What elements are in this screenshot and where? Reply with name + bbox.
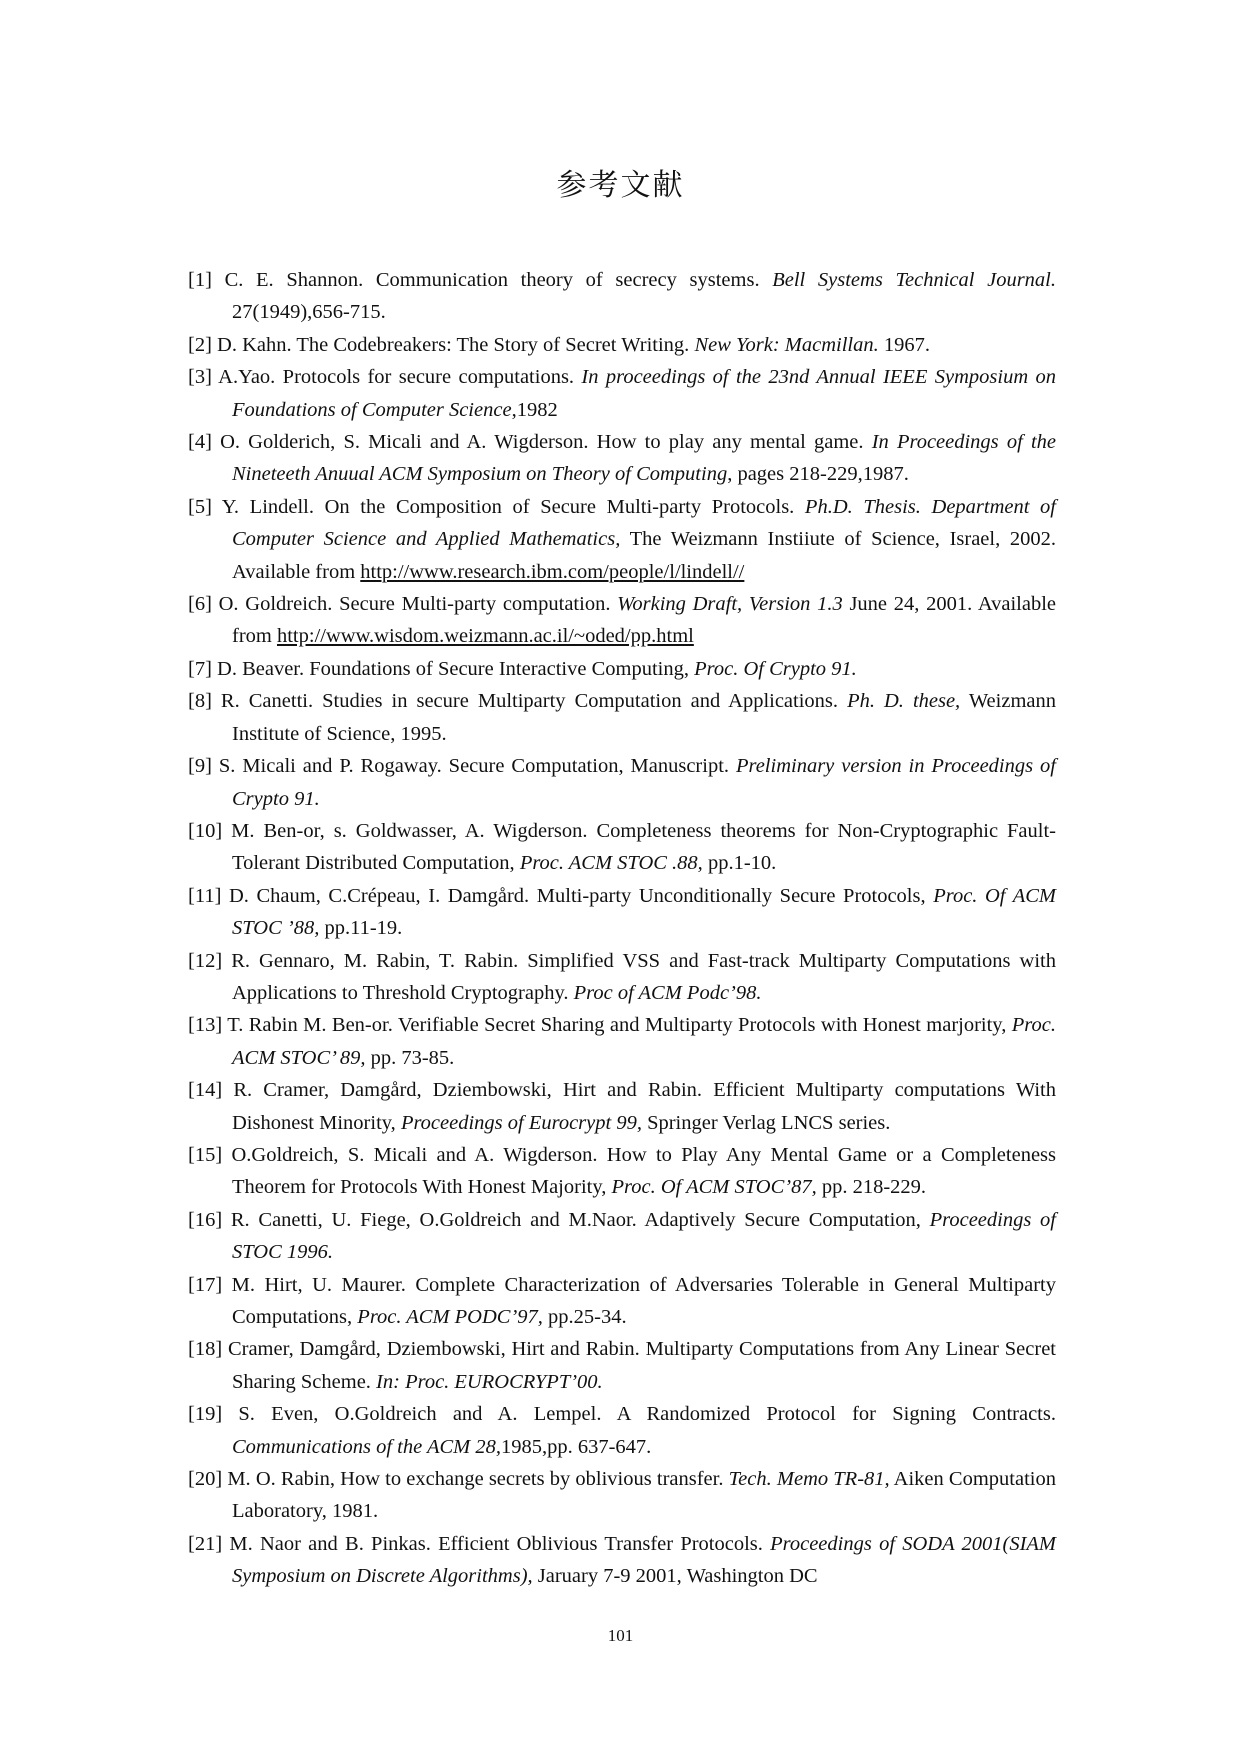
reference-details: 27(1949),656-715. (232, 301, 386, 324)
reference-text: M. Hirt, U. Maurer. Complete Characterization of Adversaries Tolerable in General Multiparty Computations, (222, 1273, 1056, 1328)
reference-item (188, 1139, 1056, 1204)
reference-number: [11] (188, 884, 222, 907)
reference-text: M. Ben-or, s. Goldwasser, A. Wigderson. Completeness theorems for Non-Cryptographic Fault-Tolerant Distributed Computation, (222, 819, 1056, 875)
reference-details: The Weizmann Instiiute of Science, Israel, 2002. Available from (232, 528, 1056, 583)
reference-item (188, 264, 1056, 329)
reference-text: R. Cramer, Damgård, Dziembowski, Hirt and Rabin. Efficient Multiparty computations With Dishonest Minority, (222, 1079, 1056, 1134)
reference-venue: Proc. ACM PODC’97, (357, 1306, 543, 1328)
reference-text: T. Rabin M. Ben-or. Verifiable Secret Sharing and Multiparty Protocols with Honest marjority, (222, 1014, 1012, 1037)
reference-text: R. Gennaro, M. Rabin, T. Rabin. Simplified VSS and Fast-track Multiparty Computations with Applications to Threshold Cryptography. (222, 949, 1056, 1004)
reference-text: Cramer, Damgård, Dziembowski, Hirt and Rabin. Multiparty Computations from Any Linear Secret Sharing Scheme. (222, 1338, 1056, 1393)
reference-text: D. Kahn. The Codebreakers: The Story of Secret Writing. (211, 333, 695, 356)
reference-number: [12] (188, 949, 223, 972)
reference-details: pp. 218-229. (816, 1176, 927, 1199)
page-number: 101 (607, 1626, 634, 1645)
reference-item (188, 1398, 1056, 1463)
reference-text: S. Even, O.Goldreich and A. Lempel. A Randomized Protocol for Signing Contracts. (222, 1403, 1056, 1426)
reference-text: A.Yao. Protocols for secure computations. (211, 366, 582, 389)
reference-details: Aiken Computation Laboratory, 1981. (232, 1468, 1056, 1523)
reference-number: [4] (188, 431, 212, 454)
reference-details: pp. 73-85. (365, 1046, 455, 1069)
reference-venue: Proc. Of ACM STOC ’88, (232, 884, 1056, 940)
reference-number: [13] (188, 1014, 223, 1037)
reference-text: C. E. Shannon. Communication theory of secrecy systems. (211, 269, 773, 291)
reference-text: R. Canetti. Studies in secure Multiparty Computation and Applications. (211, 690, 848, 713)
reference-venue: Ph. D. these, (847, 690, 961, 713)
reference-text: M. O. Rabin, How to exchange secrets by oblivious transfer. (222, 1468, 729, 1491)
reference-number: [6] (188, 593, 212, 616)
reference-number: [2] (188, 333, 212, 356)
reference-venue: In Proceedings of the Nineteeth Anuual ACM Symposium on Theory of Computing (232, 431, 1057, 486)
reference-venue: Proc. ACM STOC .88, (519, 852, 703, 875)
reference-item (188, 1333, 1056, 1398)
reference-text: M. Naor and B. Pinkas. Efficient Oblivious Transfer Protocols. (222, 1532, 771, 1555)
page-title: 参考文献 (556, 168, 685, 203)
reference-text: R. Canetti, U. Fiege, O.Goldreich and M.Naor. Adaptively Secure Computation, (222, 1208, 930, 1231)
reference-details: pp.1-10. (702, 852, 777, 875)
reference-details: Jaruary 7-9 2001, Washington DC (532, 1565, 818, 1588)
reference-number: [21] (188, 1532, 223, 1555)
reference-link[interactable]: http://www.wisdom.weizmann.ac.il/~oded/pp.html (276, 625, 694, 648)
reference-item (188, 880, 1056, 945)
reference-details: pp.25-34. (542, 1306, 627, 1328)
reference-venue: In: Proc. EUROCRYPT’00. (376, 1370, 603, 1393)
reference-number: [1] (188, 269, 212, 291)
reference-number: [9] (188, 755, 212, 778)
reference-item (188, 1528, 1056, 1593)
reference-number: [5] (188, 495, 212, 518)
reference-details: June 24, 2001. Available from (232, 593, 1056, 648)
reference-venue: Proceedings of Eurocrypt 99, (400, 1111, 642, 1134)
reference-item (188, 653, 1056, 685)
reference-number: [20] (188, 1468, 223, 1491)
reference-venue: Proc of ACM Podc’98. (573, 981, 762, 1004)
reference-text: O. Goldreich. Secure Multi-party computation. (211, 593, 618, 616)
reference-list (188, 264, 1056, 1593)
reference-item (188, 750, 1056, 815)
reference-item (188, 1074, 1056, 1139)
reference-item (188, 1204, 1056, 1269)
reference-item (188, 329, 1056, 361)
reference-venue: Tech. Memo TR-81, (728, 1468, 890, 1491)
reference-number: [18] (188, 1338, 223, 1361)
reference-details: pp.11-19. (319, 917, 403, 940)
reference-item (188, 815, 1056, 880)
reference-number: [17] (188, 1273, 223, 1296)
reference-venue: Proc. Of ACM STOC’87, (611, 1176, 817, 1199)
reference-item (188, 361, 1056, 426)
reference-text: O.Goldreich, S. Micali and A. Wigderson. How to Play Any Mental Game or a Completeness Theorem for Protocols With Honest Majority, (222, 1143, 1056, 1199)
reference-number: [7] (188, 657, 212, 680)
reference-details: , pages 218-229,1987. (727, 463, 909, 486)
reference-details: ,1982 (511, 398, 558, 421)
reference-number: [8] (188, 690, 212, 713)
reference-number: [16] (188, 1208, 223, 1231)
reference-details: 1985,pp. 637-647. (500, 1435, 652, 1458)
reference-item (188, 491, 1056, 588)
reference-venue: Proc. Of Crypto 91. (694, 657, 857, 680)
reference-text: S. Micali and P. Rogaway. Secure Computation, Manuscript. (211, 755, 736, 778)
reference-text: D. Beaver. Foundations of Secure Interactive Computing, (211, 657, 695, 680)
reference-number: [19] (188, 1403, 223, 1426)
reference-venue: Communications of the ACM 28, (232, 1435, 501, 1458)
reference-details: Springer Verlag LNCS series. (641, 1111, 891, 1134)
reference-item (188, 1463, 1056, 1528)
reference-item (188, 1009, 1056, 1074)
reference-text: O. Golderich, S. Micali and A. Wigderson. How to play any mental game. (211, 431, 872, 454)
reference-item (188, 685, 1056, 750)
reference-text: Y. Lindell. On the Composition of Secure Multi-party Protocols. (211, 495, 805, 518)
reference-venue: Preliminary version in Proceedings of Crypto 91. (232, 755, 1056, 810)
reference-details: 1967. (878, 333, 930, 356)
reference-number: [15] (188, 1143, 223, 1166)
reference-number: [14] (188, 1079, 223, 1102)
reference-venue: New York: Macmillan. (694, 333, 879, 356)
reference-venue: Working Draft, Version 1.3 (617, 593, 843, 616)
reference-venue: Proceedings of STOC 1996. (232, 1208, 1057, 1264)
reference-venue: In proceedings of the 23nd Annual IEEE Symposium on Foundations of Computer Science (232, 366, 1056, 421)
reference-venue: Proc. ACM STOC’ 89, (232, 1014, 1056, 1069)
reference-item (188, 588, 1056, 653)
reference-venue: Proceedings of SODA 2001(SIAM Symposium on Discrete Algorithms), (232, 1532, 1056, 1588)
reference-item (188, 426, 1056, 491)
reference-text: D. Chaum, C.Crépeau, I. Damgård. Multi-party Unconditionally Secure Protocols, (221, 884, 934, 907)
reference-venue: Ph.D. Thesis. Department of Computer Science and Applied Mathematics, (232, 495, 1056, 551)
reference-link[interactable]: http://www.research.ibm.com/people/l/lindell// (360, 560, 745, 583)
reference-item (188, 945, 1056, 1010)
reference-venue: Bell Systems Technical Journal. (772, 269, 1056, 291)
reference-number: [10] (188, 819, 223, 842)
reference-details: Weizmann Institute of Science, 1995. (232, 690, 1056, 745)
reference-item (188, 1269, 1056, 1334)
reference-number: [3] (188, 366, 212, 389)
